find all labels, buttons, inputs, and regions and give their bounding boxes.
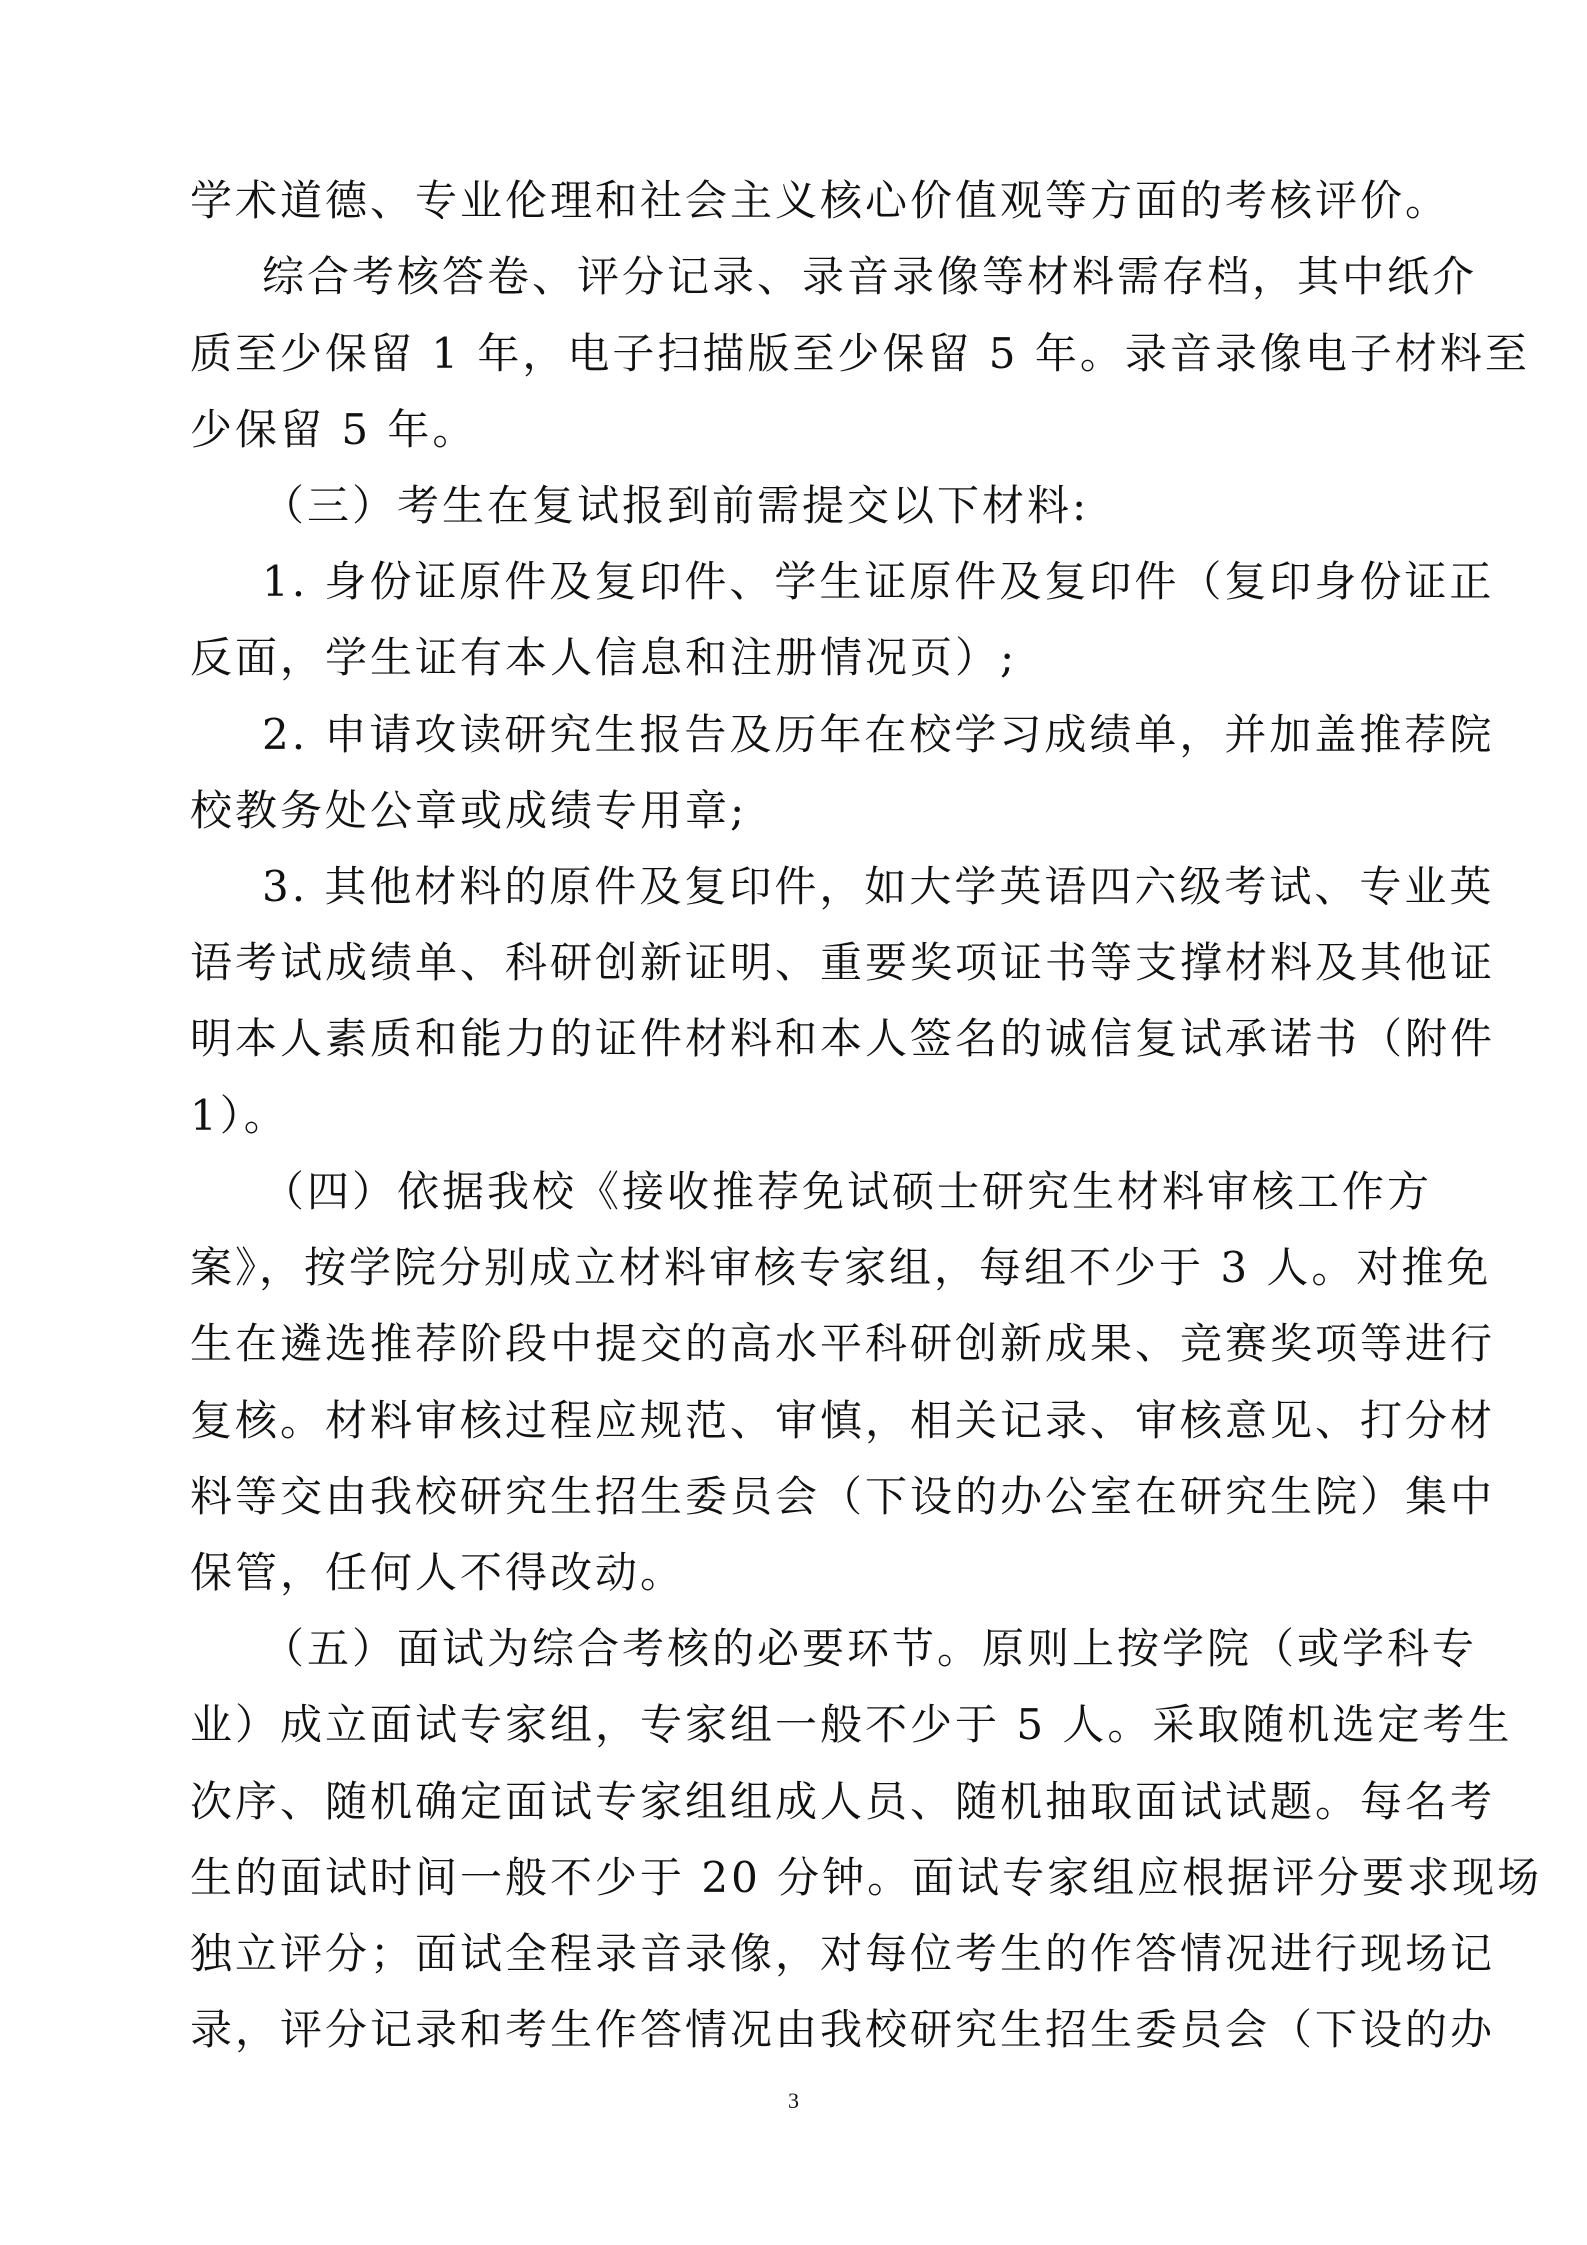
text-line: 料等交由我校研究生招生委员会（下设的办公室在研究生院）集中 xyxy=(190,1472,1496,1521)
text-line: （五）面试为综合考核的必要环节。原则上按学院（或学科专 xyxy=(262,1624,1478,1673)
text-line: 2. 申请攻读研究生报告及历年在校学习成绩单，并加盖推荐院 xyxy=(262,710,1495,759)
text-line: 业）成立面试专家组，专家组一般不少于 5 人。采取随机选定考生 xyxy=(190,1700,1513,1749)
text-line: 次序、随机确定面试专家组组成人员、随机抽取面试试题。每名考 xyxy=(190,1777,1496,1826)
text-line: 录，评分记录和考生作答情况由我校研究生招生委员会（下设的办 xyxy=(190,2005,1496,2054)
text-line: 校教务处公章或成绩专用章; xyxy=(190,786,748,835)
text-line: （三）考生在复试报到前需提交以下材料: xyxy=(262,481,1090,530)
page-number: 3 xyxy=(788,2088,799,2113)
text-line: （四）依据我校《接收推荐免试硕士研究生材料审核工作方 xyxy=(262,1167,1433,1216)
text-line: 1. 身份证原件及复印件、学生证原件及复印件（复印身份证正 xyxy=(262,557,1495,606)
text-line: 1）。 xyxy=(190,1091,289,1140)
text-line: 复核。材料审核过程应规范、审慎，相关记录、审核意见、打分材 xyxy=(190,1396,1496,1445)
text-line: 反面，学生证有本人信息和注册情况页）; xyxy=(190,633,1018,682)
text-line: 学术道德、专业伦理和社会主义核心价值观等方面的考核评价。 xyxy=(190,176,1451,225)
text-line: 质至少保留 1 年，电子扫描版至少保留 5 年。录音录像电子材料至 xyxy=(190,329,1530,378)
text-line: 明本人素质和能力的证件材料和本人签名的诚信复试承诺书（附件 xyxy=(190,1014,1496,1063)
text-line: 生的面试时间一般不少于 20 分钟。面试专家组应根据评分要求现场 xyxy=(190,1853,1543,1902)
text-line: 少保留 5 年。 xyxy=(190,405,478,454)
text-line: 保管，任何人不得改动。 xyxy=(190,1548,686,1597)
text-line: 案》，按学院分别成立材料审核专家组，每组不少于 3 人。对推免 xyxy=(190,1243,1492,1292)
text-line: 独立评分；面试全程录音录像，对每位考生的作答情况进行现场记 xyxy=(190,1929,1496,1978)
text-line: 3. 其他材料的原件及复印件，如大学英语四六级考试、专业英 xyxy=(262,862,1495,911)
text-line: 综合考核答卷、评分记录、录音录像等材料需存档，其中纸介 xyxy=(262,252,1478,301)
text-line: 语考试成绩单、科研创新证明、重要奖项证书等支撑材料及其他证 xyxy=(190,938,1496,987)
text-line: 生在遴选推荐阶段中提交的高水平科研创新成果、竞赛奖项等进行 xyxy=(190,1319,1496,1368)
